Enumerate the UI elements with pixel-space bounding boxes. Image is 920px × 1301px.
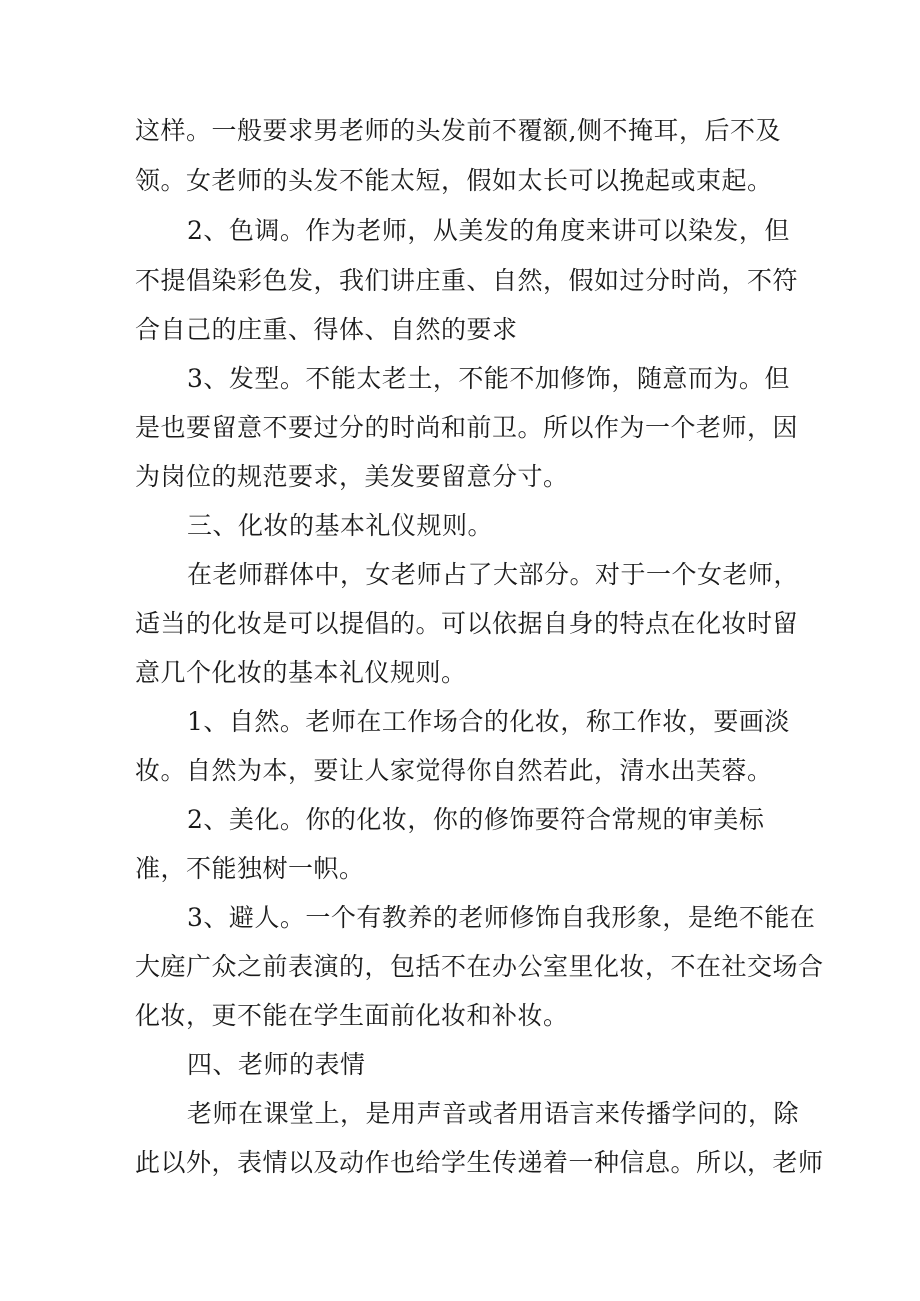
paragraph-start-line: 在老师群体中，女老师占了大部分。对于一个女老师， — [187, 560, 800, 589]
paragraph-start-line: 3、避人。一个有教养的老师修饰自我形象，是绝不能在 — [187, 903, 816, 932]
text-line: 此以外，表情以及动作也给学生传递着一种信息。所以，老师 — [135, 1148, 824, 1177]
section-heading: 四、老师的表情 — [187, 1050, 366, 1079]
section-heading: 三、化妆的基本礼仪规则。 — [187, 511, 494, 540]
text-line: 大庭广众之前表演的，包括不在办公室里化妆，不在社交场合 — [135, 952, 824, 981]
text-line: 领。女老师的头发不能太短，假如太长可以挽起或束起。 — [135, 166, 773, 195]
text-line: 意几个化妆的基本礼仪规则。 — [135, 658, 467, 687]
paragraph-start-line: 老师在课堂上，是用声音或者用语言来传播学问的，除 — [187, 1099, 800, 1128]
text-line: 化妆，更不能在学生面前化妆和补妆。 — [135, 1001, 569, 1030]
text-line: 不提倡染彩色发，我们讲庄重、自然，假如过分时尚，不符 — [135, 266, 799, 295]
text-line: 适当的化妆是可以提倡的。可以依据自身的特点在化妆时留 — [135, 609, 799, 638]
paragraph-start-line: 3、发型。不能太老土，不能不加修饰，随意而为。但 — [187, 364, 790, 393]
text-line: 妆。自然为本，要让人家觉得你自然若此，清水出芙蓉。 — [135, 756, 773, 785]
text-line: 这样。一般要求男老师的头发前不覆额,侧不掩耳，后不及 — [135, 116, 781, 145]
paragraph-start-line: 1、自然。老师在工作场合的化妆，称工作妆，要画淡 — [187, 707, 790, 736]
text-line: 合自己的庄重、得体、自然的要求 — [135, 315, 518, 344]
paragraph-start-line: 2、美化。你的化妆，你的修饰要符合常规的审美标 — [187, 805, 765, 834]
text-line: 为岗位的规范要求，美发要留意分寸。 — [135, 462, 569, 491]
text-line: 是也要留意不要过分的时尚和前卫。所以作为一个老师，因 — [135, 413, 799, 442]
text-line: 准，不能独树一帜。 — [135, 854, 365, 883]
paragraph-start-line: 2、色调。作为老师，从美发的角度来讲可以染发，但 — [187, 216, 790, 245]
